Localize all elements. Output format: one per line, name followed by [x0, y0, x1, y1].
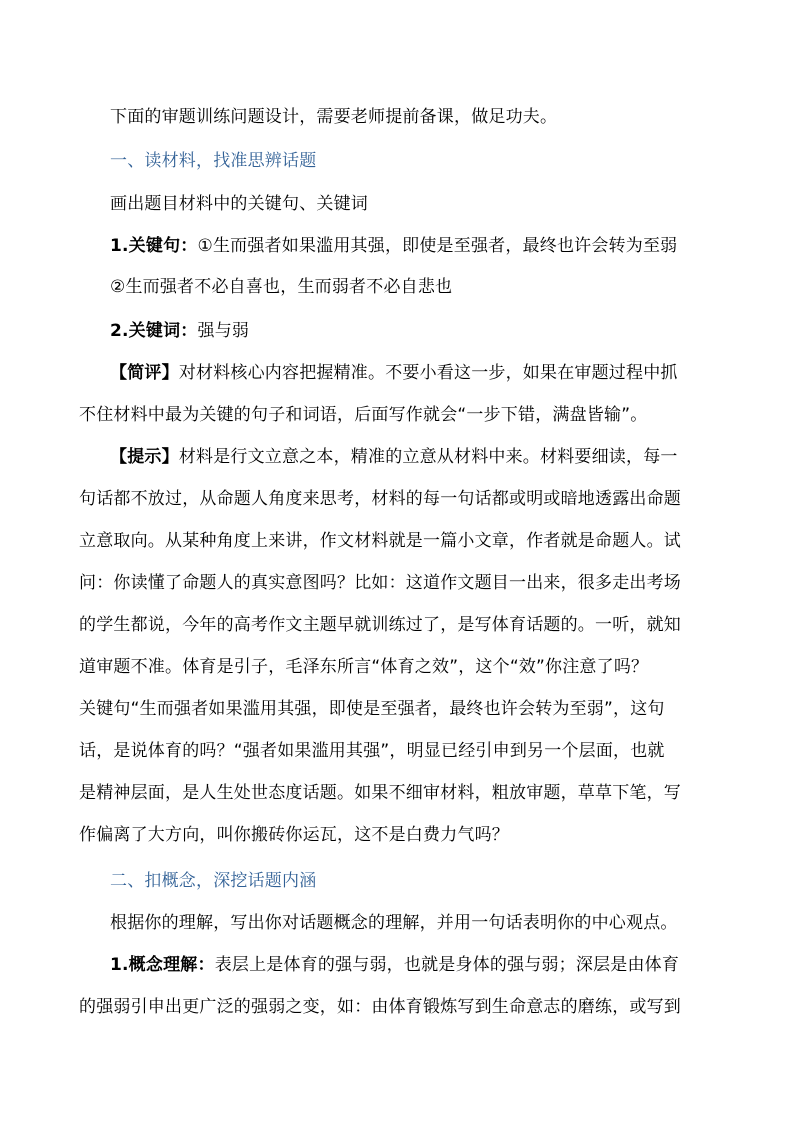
- tip-line-8: 话，是说体育的吗？“强者如果滥用其强”，明显已经引申到另一个层面，也就: [79, 741, 665, 761]
- tip-line-3: 立意取向。从某种角度上来讲，作文材料就是一篇小文章，作者就是命题人。试: [79, 531, 681, 551]
- tip-text-1: 材料是行文立意之本，精准的立意从材料中来。材料要细读，每一: [178, 447, 678, 467]
- concept-line-2: 的强弱引申出更广泛的强弱之变，如：由体育锻炼写到生命意志的磨练，或写到: [79, 997, 681, 1017]
- key-sentence-2: ②生而强者不必自喜也，生而弱者不必自悲也: [110, 277, 453, 297]
- comment-text-1: 对材料核心内容把握精准。不要小看这一步，如果在审题过程中抓: [178, 363, 678, 383]
- comment-line-1: [110, 362, 724, 384]
- tip-line-7: 关键句“生而强者如果滥用其强，即使是至强者，最终也许会转为至弱”，这句: [79, 699, 665, 719]
- tip-line-6: 道审题不准。体育是引子，毛泽东所言“体育之效”，这个“效”你注意了吗？: [79, 657, 649, 677]
- tip-line-1: [110, 446, 724, 468]
- keywords-value: 强与弱: [197, 321, 250, 341]
- comment-line-2: 不住材料中最为关键的句子和词语，后面写作就会“一步下错，满盘皆输”。: [79, 405, 648, 425]
- tip-line-10: 作偏离了大方向，叫你搬砖你运瓦，这不是白费力气吗？: [79, 825, 509, 845]
- instruction-text-1: 画出题目材料中的关键句、关键词: [110, 194, 368, 214]
- key-sentence-label: 1.关键句：: [110, 236, 198, 256]
- concept-line-1: [110, 954, 724, 976]
- section-heading-2: 二、扣概念，深挖话题内涵: [110, 871, 317, 891]
- tip-line-9: 是精神层面，是人生处世态度话题。如果不细审材料，粗放审题，草草下笔，写: [79, 783, 681, 803]
- tip-tag: 【提示】: [110, 447, 179, 467]
- key-sentence-line: [110, 235, 750, 257]
- tip-line-5: 的学生都说，今年的高考作文主题早就训练过了，是写体育话题的。一听，就知: [79, 615, 681, 635]
- tip-line-2: 句话都不放过，从命题人角度来思考，材料的每一句话都或明或暗地透露出命题: [79, 489, 681, 509]
- keywords-label: 2.关键词：: [110, 321, 198, 341]
- key-sentence-1: ①生而强者如果滥用其强，即使是至强者，最终也许会转为至弱: [197, 236, 678, 256]
- keywords-line: [110, 320, 750, 342]
- concept-text-1: 表层上是体育的强与弱，也就是身体的强与弱；深层是由体育: [214, 955, 680, 975]
- concept-label: 1.概念理解：: [110, 955, 215, 975]
- intro-paragraph: 下面的审题训练问题设计，需要老师提前备课，做足功夫。: [110, 107, 558, 127]
- section-heading-1: 一、读材料，找准思辨话题: [110, 151, 317, 171]
- instruction-text-2: 根据你的理解，写出你对话题概念的理解，并用一句话表明你的中心观点。: [110, 913, 678, 933]
- tip-line-4: 问：你读懂了命题人的真实意图吗？比如：这道作文题目一出来，很多走出考场: [79, 573, 681, 593]
- comment-tag: 【简评】: [110, 363, 179, 383]
